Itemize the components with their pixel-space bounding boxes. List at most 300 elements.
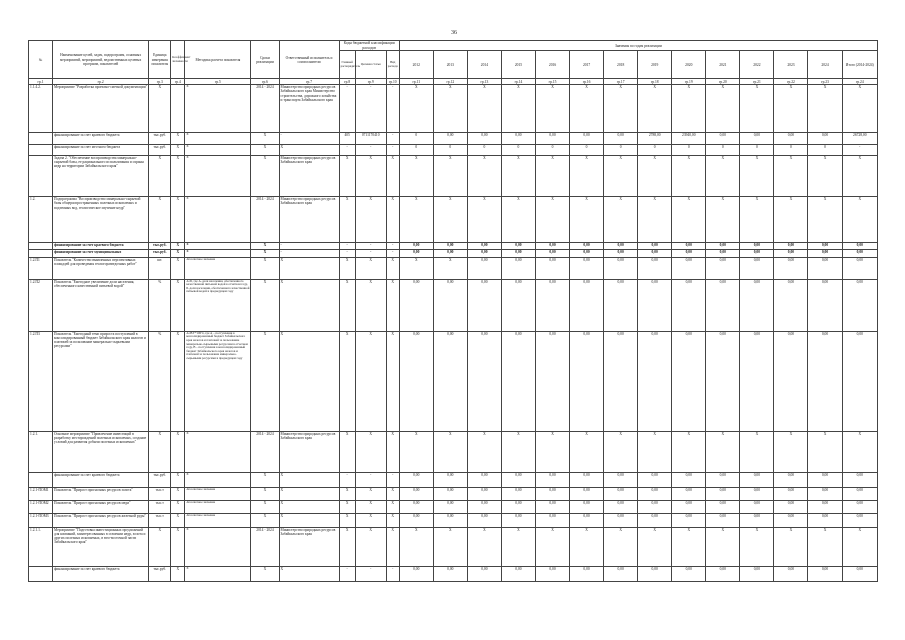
table-cell: 0,00 — [433, 473, 467, 488]
table-cell: X — [672, 85, 706, 133]
table-cell: 0,00 — [740, 257, 774, 279]
table-cell: 0,00 — [740, 488, 774, 501]
table-cell: 23940,00 — [672, 132, 706, 144]
table-cell: 0,00 — [604, 257, 638, 279]
table-cell: 0,00 — [740, 132, 774, 144]
table-cell: 1.2.П3 — [29, 331, 53, 431]
table-cell: X — [399, 257, 433, 279]
table-cell: тыс.т — [149, 514, 171, 527]
table-cell: 0,00 — [399, 242, 433, 250]
table-cell: X — [171, 566, 185, 581]
table-cell: X — [774, 85, 808, 133]
table-cell: 0 — [433, 144, 467, 155]
table-cell: X — [355, 279, 386, 331]
table-cell: X — [149, 155, 171, 196]
table-cell: X — [706, 431, 740, 472]
table-cell: финансирование за счет местного бюджета — [53, 144, 149, 155]
table-cell: 0,00 — [399, 501, 433, 514]
table-cell: 0,00 — [638, 331, 672, 431]
table-cell: X — [339, 514, 355, 527]
table-cell: - — [339, 242, 355, 250]
table-cell: 0,00 — [774, 514, 808, 527]
column-number: гр.13 — [467, 79, 501, 85]
table-cell: 0,00 — [467, 279, 501, 331]
table-cell: X — [740, 527, 774, 566]
table-cell: X — [386, 514, 399, 527]
column-number: гр.15 — [535, 79, 569, 85]
table-cell: X — [185, 132, 251, 144]
table-cell: 0,00 — [638, 566, 672, 581]
table-cell: 0,00 — [842, 473, 877, 488]
header-coef: Коэффициент значимости — [171, 41, 185, 79]
table-cell: 0,00 — [399, 250, 433, 258]
table-cell: 0,00 — [774, 279, 808, 331]
table-cell: X — [251, 132, 279, 144]
table-cell: 0,00 — [706, 488, 740, 501]
table-cell: 0,00 — [706, 514, 740, 527]
table-cell: тыс.руб. — [149, 566, 171, 581]
table-cell: 0,00 — [740, 250, 774, 258]
table-cell: 1.2. — [29, 197, 53, 243]
table-cell: 0,00 — [672, 501, 706, 514]
table-cell: - — [355, 566, 386, 581]
table-cell: тыс.руб. — [149, 473, 171, 488]
table-cell: 0,00 — [774, 242, 808, 250]
table-row — [29, 242, 878, 250]
table-cell: финансирование за счет краевого бюджета — [53, 242, 149, 250]
table-row — [29, 144, 878, 155]
table-cell: - — [355, 242, 386, 250]
table-cell: X — [638, 85, 672, 133]
table-cell: 0,00 — [740, 514, 774, 527]
table-cell: 0,00 — [842, 242, 877, 250]
table-cell: X — [433, 155, 467, 196]
table-cell: 0 — [535, 144, 569, 155]
table-cell: 0 — [501, 144, 535, 155]
table-cell: X — [842, 527, 877, 566]
table-cell: - — [339, 144, 355, 155]
table-cell: X — [251, 566, 279, 581]
header-year: 2015 — [501, 51, 535, 79]
table-cell: 0711170410 — [355, 132, 386, 144]
table-row — [29, 257, 878, 279]
table-cell: 0,00 — [604, 331, 638, 431]
table-cell: X — [279, 257, 339, 279]
table-cell: X — [171, 431, 185, 472]
table-cell: 2014 - 2024 — [251, 431, 279, 472]
table-cell: 0,00 — [399, 566, 433, 581]
table-cell: 0,00 — [842, 250, 877, 258]
table-cell: 0,00 — [467, 331, 501, 431]
table-cell: X — [251, 279, 279, 331]
table-cell: 0,00 — [604, 132, 638, 144]
table-cell: - — [386, 566, 399, 581]
table-cell: 1.1.4.2. — [29, 85, 53, 133]
table-cell: X — [774, 155, 808, 196]
header-year: 2017 — [570, 51, 604, 79]
table-cell: финансирование за счет краевого бюджета — [53, 566, 149, 581]
table-cell: X — [251, 501, 279, 514]
table-cell: 0,00 — [808, 132, 842, 144]
table-row — [29, 250, 878, 258]
table-cell: 0,00 — [774, 331, 808, 431]
header-year: 2023 — [774, 51, 808, 79]
table-cell — [171, 85, 185, 133]
table-cell: X — [399, 527, 433, 566]
table-cell: 0,00 — [672, 279, 706, 331]
table-cell: X — [185, 431, 251, 472]
header-year: 2013 — [433, 51, 467, 79]
table-cell: 1.2.П1 — [29, 257, 53, 279]
table-cell: Основное мероприятие "Привлечение инвестиций в разработку месторождений полезных ископаемых, создание условий для развития добычи полезных ископаемых" — [53, 431, 149, 472]
table-cell: Показатель "Количество выявленных перспективных площадей для проведения геологоразведочных работ" — [53, 257, 149, 279]
table-cell: 0,00 — [399, 331, 433, 431]
table-cell: 0,00 — [570, 488, 604, 501]
table-cell: 0,00 — [604, 473, 638, 488]
table-cell: 0,00 — [740, 279, 774, 331]
column-number: гр.10 — [386, 79, 399, 85]
table-cell: 0,00 — [706, 331, 740, 431]
table-cell: - — [279, 250, 339, 258]
header-name: Наименование целей, задач, подпрограмм, основных мероприятий, мероприятий, ведомственных целевых программ, показателей — [53, 41, 149, 79]
table-cell: 0,00 — [842, 514, 877, 527]
table-cell: X — [386, 155, 399, 196]
table-cell: 0,00 — [535, 250, 569, 258]
table-cell: X — [251, 488, 279, 501]
column-number: гр.5 — [185, 79, 251, 85]
table-cell: 0,00 — [808, 566, 842, 581]
table-cell: 0,00 — [570, 566, 604, 581]
table-cell: X — [171, 197, 185, 243]
header-method: Методика расчета показателя — [185, 41, 251, 79]
table-cell: 0 — [706, 144, 740, 155]
table-cell: 0,00 — [433, 132, 467, 144]
table-cell: X — [774, 527, 808, 566]
table-cell: X — [171, 514, 185, 527]
table-cell: X — [604, 527, 638, 566]
table-cell: 0,00 — [774, 473, 808, 488]
column-number: гр.18 — [638, 79, 672, 85]
table-cell: 2014 - 2024 — [251, 197, 279, 243]
table-cell: - — [386, 250, 399, 258]
page-number: 36 — [451, 30, 457, 36]
table-cell: 0,00 — [433, 242, 467, 250]
table-cell: % — [149, 331, 171, 431]
table-cell: X — [185, 155, 251, 196]
table-row — [29, 197, 878, 243]
table-cell: - — [386, 85, 399, 133]
table-cell: X — [355, 488, 386, 501]
table-cell: 0,00 — [467, 242, 501, 250]
column-number: гр.1 — [29, 79, 53, 85]
table-cell: X — [842, 155, 877, 196]
table-cell: X — [355, 501, 386, 514]
table-cell: 0,00 — [638, 501, 672, 514]
table-cell: 0,00 — [740, 566, 774, 581]
table-cell: тыс.т — [149, 488, 171, 501]
table-cell: 0,00 — [570, 132, 604, 144]
table-cell: Показатель "Прирост прогнозных ресурсов железной руды" — [53, 514, 149, 527]
table-cell: X — [433, 197, 467, 243]
table-cell: 0,00 — [570, 250, 604, 258]
table-cell: 0,00 — [808, 514, 842, 527]
table-cell: 0,00 — [638, 242, 672, 250]
table-cell: X — [339, 527, 355, 566]
table-cell: А=Б, где А–доля населения, обеспеченного качественной питьевой водой в отчетном году, Б–доля населения, обеспеченного качественной питьевой водой в предыдущем году — [185, 279, 251, 331]
table-cell: 0 — [570, 144, 604, 155]
table-cell: X — [399, 431, 433, 472]
table-cell: X — [355, 257, 386, 279]
header-year: 2018 — [604, 51, 638, 79]
table-cell: X — [185, 566, 251, 581]
table-cell: 0,00 — [467, 250, 501, 258]
table-cell: X — [535, 155, 569, 196]
table-cell: 0,00 — [467, 514, 501, 527]
table-cell: X — [740, 197, 774, 243]
table-cell: 0,00 — [467, 257, 501, 279]
header-kbk-type: Вид расхода — [386, 51, 399, 79]
table-cell: X — [570, 431, 604, 472]
column-number: гр.14 — [501, 79, 535, 85]
table-cell: X — [279, 566, 339, 581]
table-cell: X — [740, 85, 774, 133]
table-cell: 0,00 — [501, 566, 535, 581]
table-cell: финансирование за счет краевого бюджета — [53, 473, 149, 488]
table-cell: 0,00 — [774, 501, 808, 514]
table-cell: X — [149, 197, 171, 243]
table-cell: X — [355, 197, 386, 243]
header-year: 2021 — [706, 51, 740, 79]
table-cell: 0,00 — [604, 250, 638, 258]
table-cell — [29, 566, 53, 581]
table-cell: 405 — [339, 132, 355, 144]
table-cell: 0,00 — [570, 514, 604, 527]
table-cell: X — [842, 431, 877, 472]
table-cell: X — [279, 144, 339, 155]
table-cell: 0,00 — [535, 331, 569, 431]
table-cell: 0,00 — [535, 279, 569, 331]
table-cell: X — [386, 331, 399, 431]
header-values-title: Значения по годам реализации — [399, 41, 877, 51]
table-cell: X — [433, 257, 467, 279]
table-cell: X — [149, 527, 171, 566]
table-cell: X — [467, 155, 501, 196]
table-cell: 0,00 — [774, 566, 808, 581]
table-cell: 0,00 — [808, 473, 842, 488]
table-cell: X — [706, 197, 740, 243]
table-cell: 0,00 — [842, 257, 877, 279]
table-cell: - — [355, 85, 386, 133]
table-row — [29, 279, 878, 331]
table-cell: 1.2.1-ПОМ2 — [29, 501, 53, 514]
table-cell: 0 — [638, 144, 672, 155]
table-cell: Министерство природных ресурсов Забайкальского края — [279, 527, 339, 566]
table-cell: X — [672, 431, 706, 472]
table-cell: - — [279, 132, 339, 144]
table-cell: 0,00 — [672, 473, 706, 488]
column-number: гр.11 — [399, 79, 433, 85]
column-number: гр.19 — [672, 79, 706, 85]
header-year: 2020 — [672, 51, 706, 79]
table-cell: - — [386, 144, 399, 155]
table-cell: X — [339, 155, 355, 196]
table-cell: X — [740, 431, 774, 472]
table-cell: - — [355, 473, 386, 488]
table-cell: 0,00 — [672, 488, 706, 501]
header-year: 2022 — [740, 51, 774, 79]
table-cell: 0,00 — [842, 331, 877, 431]
table-cell: 0,00 — [433, 501, 467, 514]
table-cell: - — [339, 250, 355, 258]
table-cell: X — [706, 155, 740, 196]
table-cell: 2014 - 2024 — [251, 85, 279, 133]
table-cell: Показатель "Прирост прогнозных ресурсов золота" — [53, 488, 149, 501]
table-cell: - — [355, 250, 386, 258]
table-cell: 0,00 — [706, 257, 740, 279]
table-cell: 0,00 — [604, 566, 638, 581]
table-cell: - — [339, 85, 355, 133]
table-cell: X — [535, 431, 569, 472]
table-cell: 26728,00 — [842, 132, 877, 144]
table-cell: X — [740, 155, 774, 196]
table-cell: X — [279, 514, 339, 527]
table-cell: X — [570, 527, 604, 566]
table-cell: X — [251, 242, 279, 250]
table-cell: 0,00 — [638, 473, 672, 488]
column-number: гр.3 — [149, 79, 171, 85]
table-cell: 0,00 — [399, 473, 433, 488]
table-cell: тыс.т — [149, 501, 171, 514]
table-cell: 0,00 — [604, 279, 638, 331]
table-cell: X — [339, 331, 355, 431]
table-cell: 0 — [604, 144, 638, 155]
table-cell: 0,00 — [808, 501, 842, 514]
table-cell: - — [339, 473, 355, 488]
table-cell: X — [808, 197, 842, 243]
table-row — [29, 431, 878, 472]
table-cell: X — [501, 431, 535, 472]
table-cell: X — [808, 85, 842, 133]
table-cell: 0,00 — [535, 488, 569, 501]
table-cell: 0,00 — [808, 279, 842, 331]
table-cell: X — [339, 197, 355, 243]
table-cell: 0,00 — [604, 501, 638, 514]
table-cell: X — [185, 242, 251, 250]
table-cell: А=В/Г*100%, где А – поступления в консолидированный бюджет Забайкальского края налогов и платежей за пользование минерально-сырьевыми ресурсами в отчетном году, В – поступления в консолидированный бюджет Забайкальского края налогов и платежей за пользование минерально-сырьевыми ресурсами в предыдущем году — [185, 331, 251, 431]
table-cell: Абсолютное значение — [185, 501, 251, 514]
table-cell: - — [279, 242, 339, 250]
table-cell: 0,00 — [740, 501, 774, 514]
table-cell: 0,00 — [808, 250, 842, 258]
header-year: 2014 — [467, 51, 501, 79]
table-cell: 0,00 — [706, 501, 740, 514]
table-cell: X — [339, 501, 355, 514]
table-cell: 1.2.1.1. — [29, 527, 53, 566]
table-cell: 0,00 — [638, 250, 672, 258]
table-cell: X — [386, 488, 399, 501]
table-cell: X — [774, 197, 808, 243]
table-cell: 0 — [672, 144, 706, 155]
table-cell: 0 — [399, 132, 433, 144]
table-cell: X — [339, 431, 355, 472]
table-row — [29, 488, 878, 501]
table-cell: X — [185, 473, 251, 488]
table-cell: Показатель "Прирост прогнозных ресурсов меди" — [53, 501, 149, 514]
table-cell: 0,00 — [706, 250, 740, 258]
table-cell: X — [638, 155, 672, 196]
table-cell: 0 — [808, 144, 842, 155]
table-cell: X — [433, 527, 467, 566]
table-cell: X — [433, 85, 467, 133]
table-row — [29, 132, 878, 144]
table-cell: X — [279, 279, 339, 331]
table-cell: X — [251, 257, 279, 279]
table-cell: X — [171, 257, 185, 279]
table-cell: X — [570, 85, 604, 133]
table-cell: X — [672, 155, 706, 196]
table-cell: X — [706, 85, 740, 133]
header-kbk: Коды бюджетной классификации расходов — [339, 41, 399, 51]
table-cell: X — [171, 132, 185, 144]
table-cell: X — [501, 155, 535, 196]
table-cell: - — [386, 473, 399, 488]
table-cell: X — [638, 527, 672, 566]
table-cell: X — [279, 473, 339, 488]
table-cell: Министерство природных ресурсов Забайкальского края — [279, 155, 339, 196]
table-cell: финансирование за счет муниципальных — [53, 250, 149, 258]
table-cell: 0,00 — [774, 132, 808, 144]
table-cell: 0,00 — [535, 132, 569, 144]
table-cell: 0,00 — [433, 514, 467, 527]
column-number: гр.23 — [808, 79, 842, 85]
column-number: гр.8 — [339, 79, 355, 85]
table-cell: X — [339, 257, 355, 279]
table-cell: Задача 2. "Обеспечение воспроизводства минерально-сырьевой базы, ее рационального использования и охраны недр на территории Забайкальского края" — [53, 155, 149, 196]
table-cell: 0,00 — [467, 488, 501, 501]
table-cell: 0,00 — [570, 257, 604, 279]
table-cell: Министерство природных ресурсов Забайкальского края Министерство строительства, дорожного хозяйства и транспорта Забайкальского края — [279, 85, 339, 133]
table-row — [29, 155, 878, 196]
table-cell: Министерство природных ресурсов Забайкальского края — [279, 431, 339, 472]
table-cell: 0,00 — [535, 473, 569, 488]
table-cell: 0,00 — [842, 279, 877, 331]
table-cell: 0,00 — [808, 242, 842, 250]
table-cell: Абсолютное значение — [185, 514, 251, 527]
column-number: гр.22 — [774, 79, 808, 85]
table-cell: X — [171, 473, 185, 488]
table-cell: 0,00 — [535, 257, 569, 279]
table-cell: 0 — [467, 144, 501, 155]
table-cell — [29, 144, 53, 155]
table-cell: 0,00 — [399, 514, 433, 527]
table-cell: 0,00 — [433, 250, 467, 258]
table-cell: 0,00 — [570, 473, 604, 488]
table-cell: - — [339, 566, 355, 581]
column-number: гр.7 — [279, 79, 339, 85]
table-cell: X — [355, 431, 386, 472]
table-cell: 0,00 — [501, 132, 535, 144]
table-cell: тыс.руб. — [149, 132, 171, 144]
table-cell: 0,00 — [501, 279, 535, 331]
table-cell: X — [638, 197, 672, 243]
table-cell: X — [604, 431, 638, 472]
table-cell: 0 — [740, 144, 774, 155]
header-year: 2016 — [535, 51, 569, 79]
table-cell: X — [185, 197, 251, 243]
table-cell: X — [399, 85, 433, 133]
table-cell: X — [638, 431, 672, 472]
table-cell: X — [604, 197, 638, 243]
